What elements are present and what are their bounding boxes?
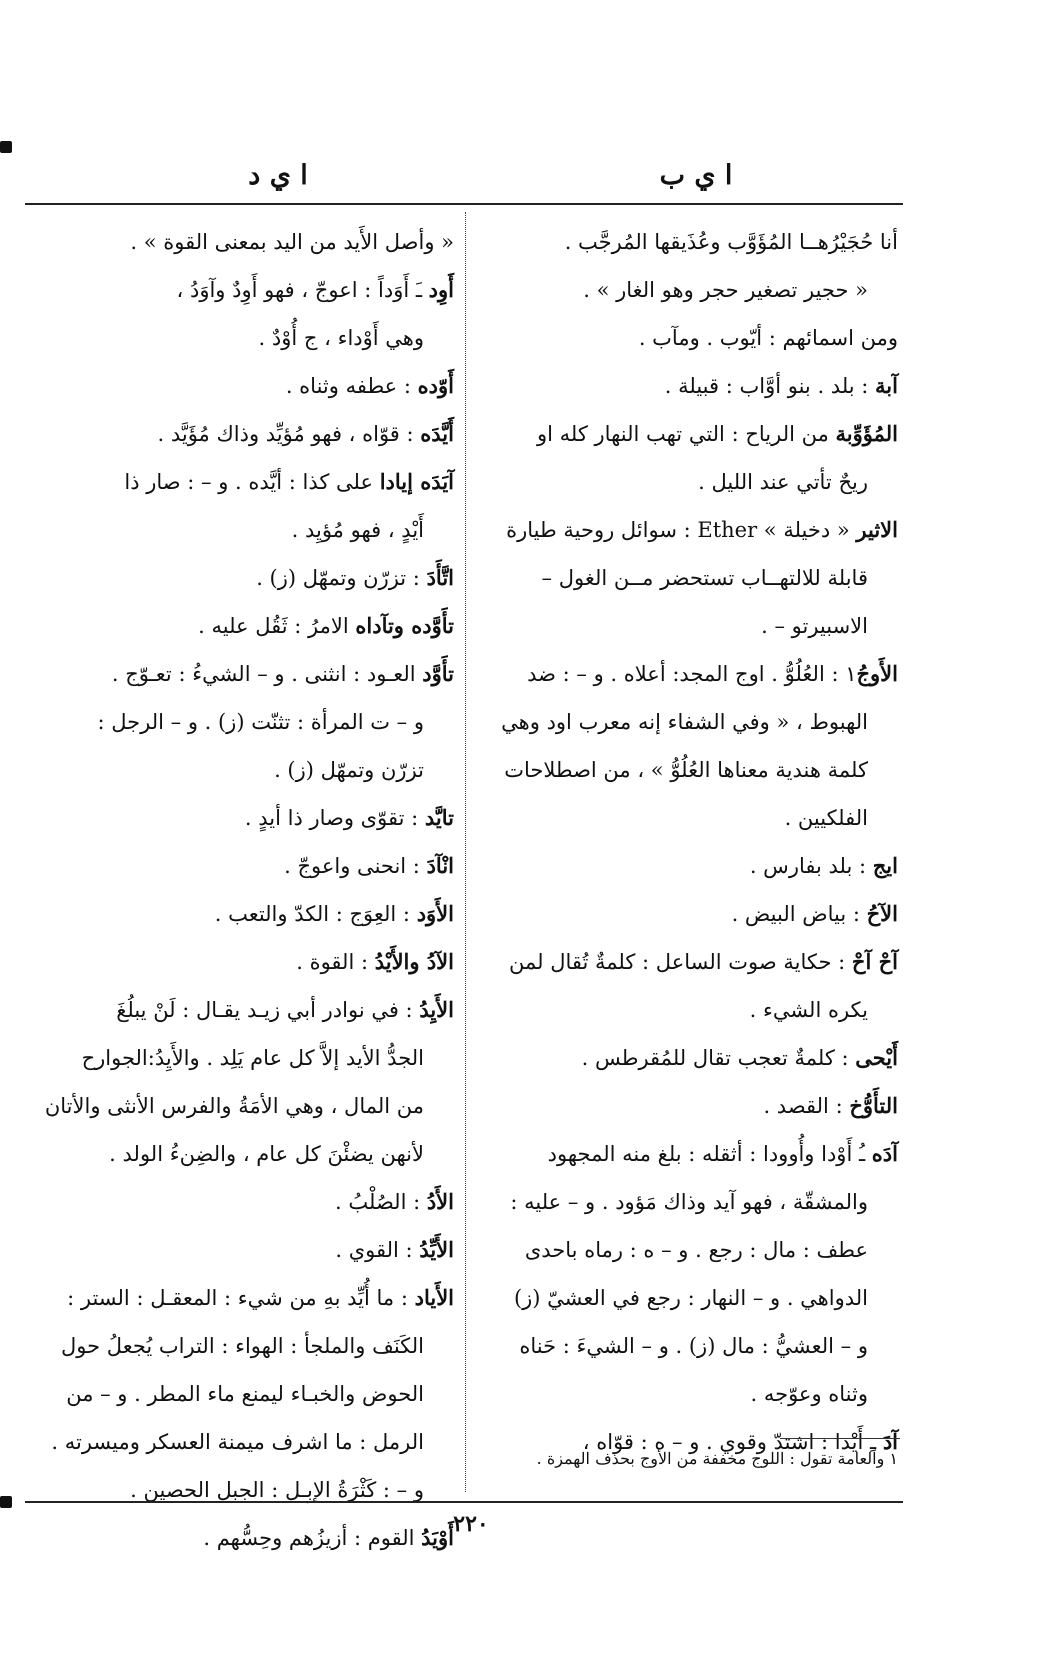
entry-text: الكَنَف والملجأ : الهواء : التراب يُجعلُ حول [61,1334,424,1358]
entry-line [478,1322,898,1370]
entry-line [18,1418,454,1466]
entry-line [18,842,454,890]
entry-text: : تقوّى وصار ذا أيدٍ . [244,806,425,830]
column-divider [465,212,466,1492]
entry-text: تزرّن وتمهّل (ز) . [274,758,424,782]
entry-line [18,1370,454,1418]
entry-line [18,410,454,458]
entry-line [18,1274,454,1322]
entry-line [18,938,454,986]
entry-text: قابلة للالتهــاب تستحضر مــن الغول – [541,566,868,590]
entry-line [478,410,898,458]
header-right: ا ي ب [659,160,733,191]
entry-line [18,650,454,698]
entry-text: : كلمةٌ تعجب تقال للمُقرطس . [581,1046,856,1070]
entry-line [478,362,898,410]
header-left: ا ي د [248,160,308,191]
headword: الاثير [856,517,898,542]
entry-line [478,1034,898,1082]
entry-text: : بلد . بنو أوَّاب : قبيلة . [664,374,876,398]
headword: الأَيِدُ [419,997,454,1022]
entry-line [478,938,898,986]
right-column [478,218,898,1488]
entry-text: الجدُّ الأيد إلاَّ كل عام يَلِد . والأَيِدُ:الجوارح [81,1046,424,1070]
entry-line [478,266,898,314]
headword: أَوّده [417,373,454,398]
entry-line [478,1274,898,1322]
headword: الآدُ والأَيْدُ [374,949,454,974]
entry-line [478,794,898,842]
entry-text: « دخيلة » Ether : سوائل روحية طيارة [506,518,857,542]
headword: آيَدَه إيادا [379,469,454,494]
entry-text: ـُ أَوْدا وأُوودا : أثقله : بلغ منه المجهود [547,1142,872,1166]
scan-mark [0,141,12,153]
headword: الأَوَد [416,901,454,926]
entry-line [478,746,898,794]
entry-text: على كذا : أيَّده . و – : صار ذا [124,470,380,494]
entry-line [18,698,454,746]
entry-line [18,1322,454,1370]
entry-text: القوم : أزيزُهم وحِسُّهم . [203,1526,422,1550]
entry-text: ـَ أَوَداً : اعوجّ ، فهو أَوِدٌ وآوَدُ ، [176,278,429,302]
entry-text: الفلكيين . [784,806,868,830]
entry-line [18,554,454,602]
headword: الأَيِّدُ [419,1237,454,1262]
headword: تأَوَّده وتآداه [355,613,454,638]
entry-line [18,362,454,410]
entry-line [18,1034,454,1082]
footnote-rule [780,1438,900,1439]
headword: أَيْحى [855,1045,898,1070]
entry-line [478,458,898,506]
headword: أَوِد [428,277,454,302]
entry-text: لأنهن يضئْنَ كل عام ، والضِنءُ الولد . [109,1142,424,1166]
entry-line [478,602,898,650]
entry-line [18,506,454,554]
entry-text: : قوّاه ، فهو مُؤيِّد وذاك مُؤَيَّد . [157,422,421,446]
headword: الأَياد [414,1285,454,1310]
entry-text: العـود : انثنى . و – الشيءُ : تعـوّج . [111,662,423,686]
entry-text: من الرياح : التي تهب النهار كله او [537,422,836,446]
entry-text: : عطفه وثناه . [285,374,418,398]
entry-line [478,554,898,602]
entry-text: : تزرّن وتمهّل (ز) . [256,566,427,590]
entry-text: أنا حُجَيْرُهــا المُؤَوَّب وعُذَيقها المُرجَّب . [564,230,898,254]
entry-line [18,1130,454,1178]
entry-text: : انحنى واعوجّ . [284,854,427,878]
entry-line [18,314,454,362]
entry-text: وهي أَوْداء ، ج أُوْدٌ . [258,326,424,350]
entry-text: « حجير تصغير حجر وهو الغار » . [583,278,868,302]
entry-line [18,1514,454,1562]
entry-text: يكره الشيء . [749,998,868,1022]
entry-text: من المال ، وهي الأمَةُ والفرس الأنثى والأتان [44,1094,424,1118]
headword: انْآدَ [426,853,454,878]
scan-mark [0,1496,12,1508]
headword: أَيَّدَه [420,421,454,446]
headword: تأَوَّد [422,661,454,686]
entry-line [478,1226,898,1274]
headword: آدَ [882,1429,898,1454]
headword: آحْ آحْ [851,949,898,974]
headword: المُؤَوِّبة [835,421,898,446]
entry-line [478,1178,898,1226]
entry-text: الهبوط ، « وفي الشفاء إنه معرب اود وهي [501,710,868,734]
entry-text: الامرُ : ثَقُل عليه . [198,614,356,638]
entry-line [478,218,898,266]
footnote: ١ والعامة تقول : اللوج مخففة من الأوج بحذف الهمزة . [536,1449,898,1468]
entry-text: الدواهي . و – النهار : رجع في العشيّ (ز) [513,1286,868,1310]
entry-text: وثناه وعوّجه . [750,1382,868,1406]
entry-text: : القوة . [296,950,375,974]
entry-text: كلمة هندية معناها العُلُوُّ » ، من اصطلاحات [504,758,868,782]
headword: التأَوُّخ [849,1093,898,1118]
entry-text: « وأصل الأَيد من اليد بمعنى القوة » . [130,230,454,254]
entry-text: ـِ أَيْدا : اشتدّ وقوي . و – ه : قوّاه ، [582,1430,883,1454]
entry-text: والمشقّة ، فهو آيد وذاك مَؤود . و – عليه : [510,1190,868,1214]
bottom-rule [25,1501,903,1503]
entry-line [478,314,898,362]
headword: تايَّد [424,805,454,830]
entry-text: : حكاية صوت الساعل : كلمةٌ تُقال لمن [509,950,852,974]
entry-line [18,218,454,266]
entry-text: : بياض البيض . [731,902,867,926]
entry-line [478,842,898,890]
entry-line [18,1226,454,1274]
entry-text: و – ت المرأة : تثنّت (ز) . و – الرجل : [97,710,424,734]
entry-text: عطف : مال : رجع . و – ه : رماه باحدى [524,1238,868,1262]
headword: ايج [872,853,898,878]
entry-line [478,698,898,746]
entry-line [18,1466,454,1514]
entry-text: ١ : العُلُوُّ . اوج المجد: أعلاه . و – : ضد [527,662,857,686]
entry-text: الرمل : ما اشرف ميمنة العسكر وميسرته . [51,1430,424,1454]
entry-line [18,458,454,506]
entry-line [18,266,454,314]
entry-line [18,1178,454,1226]
entry-line [18,986,454,1034]
entry-line [18,602,454,650]
entry-line [18,794,454,842]
left-column [18,218,454,1550]
entry-line [478,986,898,1034]
page-number: ٢٢٠ [453,1511,489,1537]
entry-text: : الصُلْبُ . [335,1190,427,1214]
headword: آدَه [871,1141,898,1166]
entry-text: و – : كَثْرَةُ الإبِـل : الجبل الحصين . [130,1478,424,1502]
entry-line [18,746,454,794]
entry-line [18,890,454,938]
entry-text: : ما أُيِّد بهِ من شيء : المعقـل : الستر : [67,1286,415,1310]
entry-text: : العِوَج : الكدّ والتعب . [214,902,417,926]
headword: آبة [875,373,898,398]
headword: اتَّأَدَ [426,565,454,590]
entry-text: : في نوادر أبي زيـد يقـال : لَنْ يبلُغَ [116,998,420,1022]
entry-text: : بلد بفارس . [749,854,873,878]
entry-text: ريحٌ تأتي عند الليل . [698,470,868,494]
entry-text: : القوي . [335,1238,420,1262]
entry-text: و – العشيُّ : مال (ز) . و – الشيءَ : حَناه [519,1334,868,1358]
entry-line [478,1082,898,1130]
entry-line [478,1370,898,1418]
entry-line [478,506,898,554]
headword: أَوْيَدُ [421,1525,454,1550]
entry-line [18,1082,454,1130]
entry-line [478,650,898,698]
entry-text: أَيْدٍ ، فهو مُؤيِد . [291,518,424,542]
headword: الأَوجُ [856,661,898,686]
entry-line [478,1130,898,1178]
entry-text: الحوض والخبـاء ليمنع ماء المطر . و – من [66,1382,424,1406]
top-rule [25,203,903,205]
entry-text: : القصد . [763,1094,850,1118]
entry-line [478,890,898,938]
entry-text: الاسبيرتو – . [761,614,868,638]
entry-text: ومن اسمائهم : أيّوب . ومآب . [638,326,898,350]
headword: الأَدُ [426,1189,454,1214]
headword: الآحُ [866,901,898,926]
